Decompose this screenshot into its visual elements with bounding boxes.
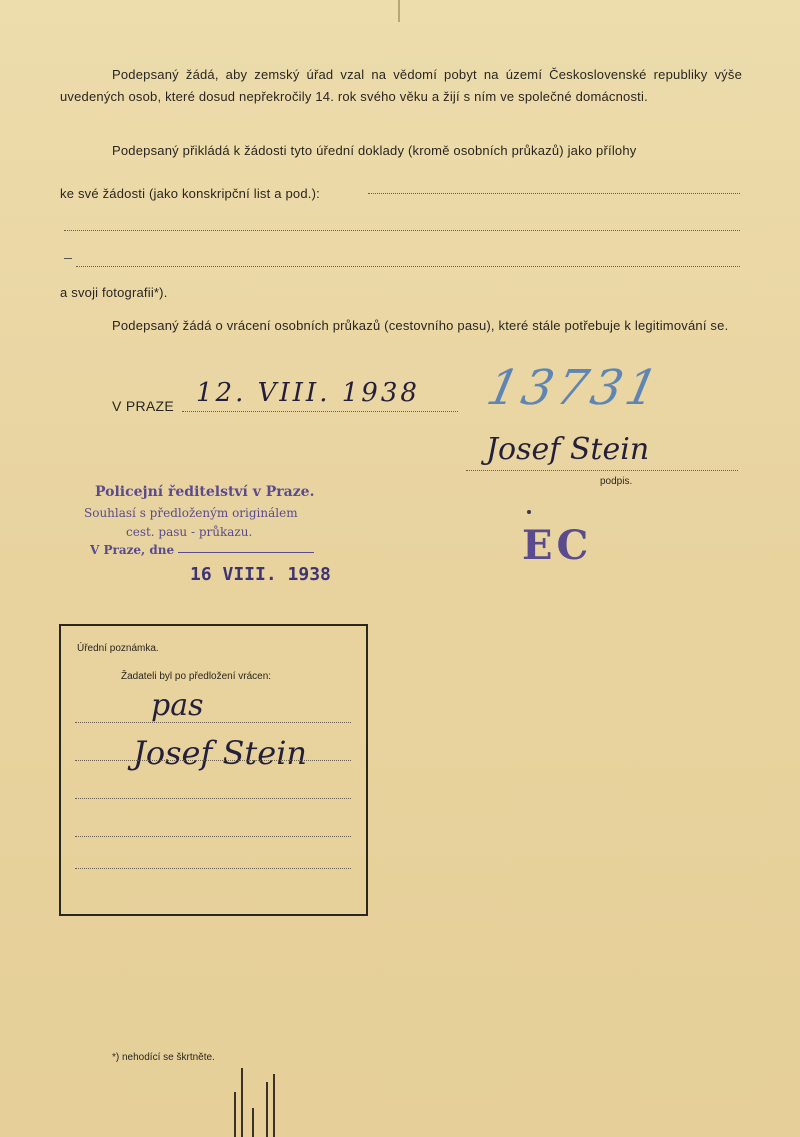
ec-stamp: EC [522, 522, 593, 569]
dash-mark [64, 258, 72, 259]
stamp-line-authority: Policejní ředitelství v Praze. [95, 484, 315, 500]
stamp-line-place: V Praze, dne [90, 543, 175, 557]
official-note-title: Úřední poznámka. [77, 643, 159, 654]
paragraph-photo: a svoji fotografii*). [60, 285, 168, 300]
stamp-line-document: cest. pasu - průkazu. [126, 525, 253, 539]
paragraph-attachments: Podepsaný přikládá k žádosti tyto úřední doklady (kromě osobních průkazů) jako přílohy [112, 143, 637, 158]
note-line-3 [75, 798, 351, 799]
stamp-underline [178, 552, 314, 553]
edge-ink-marks [232, 1058, 282, 1137]
ink-dot [527, 510, 531, 514]
paragraph-residence-notice: Podepsaný žádá, aby zemský úřad vzal na vědomí pobyt na území Československé republiky výše uvedených osob, které dosud nepřekročily 14. rok svého věku a žijí s ním ve společné domácnosti. [60, 67, 742, 104]
note-signature: Josef Stein [133, 734, 308, 772]
signature-label: podpis. [600, 476, 633, 487]
handwritten-item: pas [151, 688, 204, 723]
handwritten-file-number: 13731 [482, 360, 667, 416]
official-note-subtitle: Žadateli byl po předložení vrácen: [121, 671, 272, 682]
signature-line [466, 470, 738, 471]
note-line-5 [75, 868, 351, 869]
paragraph-return-documents: Podepsaný žádá o vrácení osobních průkazů (cestovního pasu), které stále potřebuje k legitimování se. [112, 318, 729, 333]
place-label: V PRAZE [112, 398, 175, 414]
official-note-box [59, 624, 368, 916]
fill-line-3 [76, 266, 740, 267]
fill-line-2 [64, 230, 740, 231]
paragraph-attachments-cont: ke své žádosti (jako konskripční list a pod.): [60, 186, 320, 201]
fold-crease [398, 0, 400, 22]
stamp-line-consent: Souhlasí s předloženým originálem [84, 506, 298, 520]
date-fill-line [182, 411, 458, 412]
footnote: *) nehodící se škrtněte. [112, 1052, 215, 1063]
fill-line-1 [368, 193, 740, 194]
stamp-date: 16 VIII. 1938 [190, 564, 331, 585]
note-line-1 [75, 722, 351, 723]
note-line-4 [75, 836, 351, 837]
note-line-2 [75, 760, 351, 761]
handwritten-date: 12. VIII. 1938 [196, 378, 420, 408]
applicant-signature: Josef Stein [486, 432, 650, 467]
